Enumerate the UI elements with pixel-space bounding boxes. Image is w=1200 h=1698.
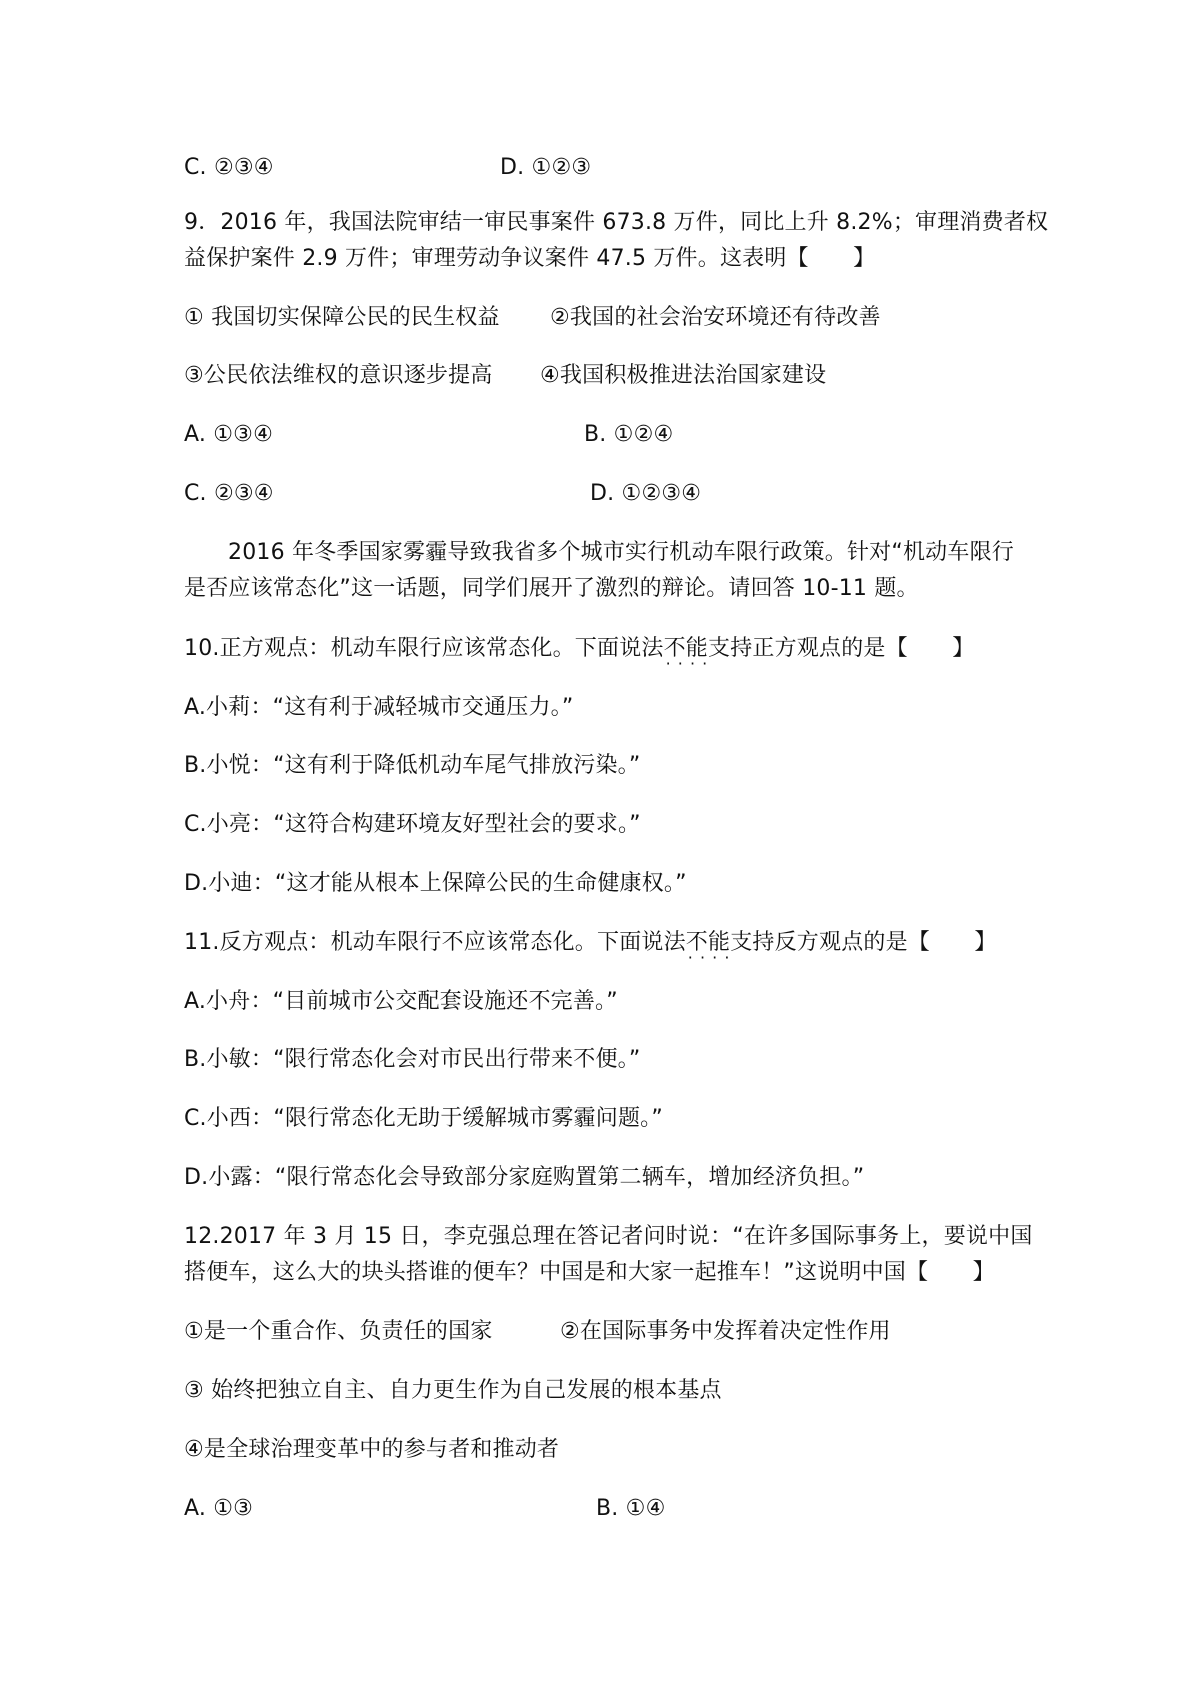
q12-statements-row-1 [184, 1317, 891, 1347]
q11-stem-after: 反方观点的是【 】 [774, 930, 997, 955]
q10-stem-before: 10.正方观点：机动车限行应该常态化。下面说法 [184, 636, 664, 661]
q9-option-a: A. ①③④ [184, 422, 274, 447]
q10-option-d: D.小迪：“这才能从根本上保障公民的生命健康权。” [184, 871, 687, 896]
q9-option-d: D. ①②③④ [590, 481, 702, 506]
q12-statement-3: ③ 始终把独立自主、自力更生作为自己发展的根本基点 [184, 1378, 722, 1403]
q9-option-c: C. ②③④ [184, 481, 274, 506]
q9-statements-row-1 [184, 303, 881, 333]
prev-question-options [184, 153, 592, 183]
q11-stem-emphasis: 不能支持 · · · · [686, 928, 775, 958]
q11-stem-before: 11.反方观点：机动车限行不应该常态化。下面说法 [184, 930, 686, 955]
q9-options-row-1 [184, 420, 674, 450]
q11-option-c: C.小西：“限行常态化无助于缓解城市雾霾问题。” [184, 1106, 663, 1131]
q12-stem-line-1: 12.2017 年 3 月 15 日，李克强总理在答记者问时说：“在许多国际事务上，要说中国 [184, 1224, 1033, 1249]
q12-option-a: A. ①③ [184, 1496, 254, 1521]
q10-stem-after: 正方观点的是【 】 [752, 636, 975, 661]
intro-line-2: 是否应该常态化”这一话题，同学们展开了激烈的辩论。请回答 10-11 题。 [184, 576, 919, 601]
q11-stem [184, 928, 997, 958]
q9-statement-4: ④我国积极推进法治国家建设 [540, 363, 827, 388]
q9-statement-2: ②我国的社会治安环境还有待改善 [550, 305, 881, 330]
option-d: D. ①②③ [500, 155, 592, 180]
q12-statement-1: ①是一个重合作、负责任的国家 [184, 1319, 493, 1344]
q12-options-row [184, 1494, 666, 1524]
option-c: C. ②③④ [184, 155, 274, 180]
q9-stem-line-1: 9．2016 年，我国法院审结一审民事案件 673.8 万件，同比上升 8.2%；审理消费者权 [184, 210, 1049, 235]
intro-line-1: 2016 年冬季国家雾霾导致我省多个城市实行机动车限行政策。针对“机动车限行 [228, 540, 1014, 565]
q9-option-b: B. ①②④ [584, 422, 674, 447]
q11-option-b: B.小敏：“限行常态化会对市民出行带来不便。” [184, 1047, 641, 1072]
q11-option-d: D.小露：“限行常态化会导致部分家庭购置第二辆车，增加经济负担。” [184, 1165, 865, 1190]
q9-options-row-2 [184, 479, 702, 509]
q12-statement-2: ②在国际事务中发挥着决定性作用 [560, 1319, 891, 1344]
q11-option-a: A.小舟：“目前城市公交配套设施还不完善。” [184, 989, 618, 1014]
q9-statement-3: ③公民依法维权的意识逐步提高 [184, 363, 493, 388]
q10-stem [184, 634, 974, 664]
q9-stem-line-2: 益保护案件 2.9 万件；审理劳动争议案件 47.5 万件。这表明【 】 [184, 246, 876, 271]
q10-option-a: A.小莉：“这有利于减轻城市交通压力。” [184, 695, 574, 720]
q10-option-c: C.小亮：“这符合构建环境友好型社会的要求。” [184, 812, 641, 837]
q12-option-b: B. ①④ [596, 1496, 666, 1521]
q9-statements-row-2 [184, 361, 827, 391]
q12-stem-line-2: 搭便车，这么大的块头搭谁的便车？中国是和大家一起推车！”这说明中国【 】 [184, 1260, 995, 1285]
q12-statement-4: ④是全球治理变革中的参与者和推动者 [184, 1437, 560, 1462]
q10-option-b: B.小悦：“这有利于降低机动车尾气排放污染。” [184, 753, 641, 778]
q10-stem-emphasis: 不能支持 · · · · [664, 634, 753, 664]
q9-statement-1: ① 我国切实保障公民的民生权益 [184, 305, 500, 330]
